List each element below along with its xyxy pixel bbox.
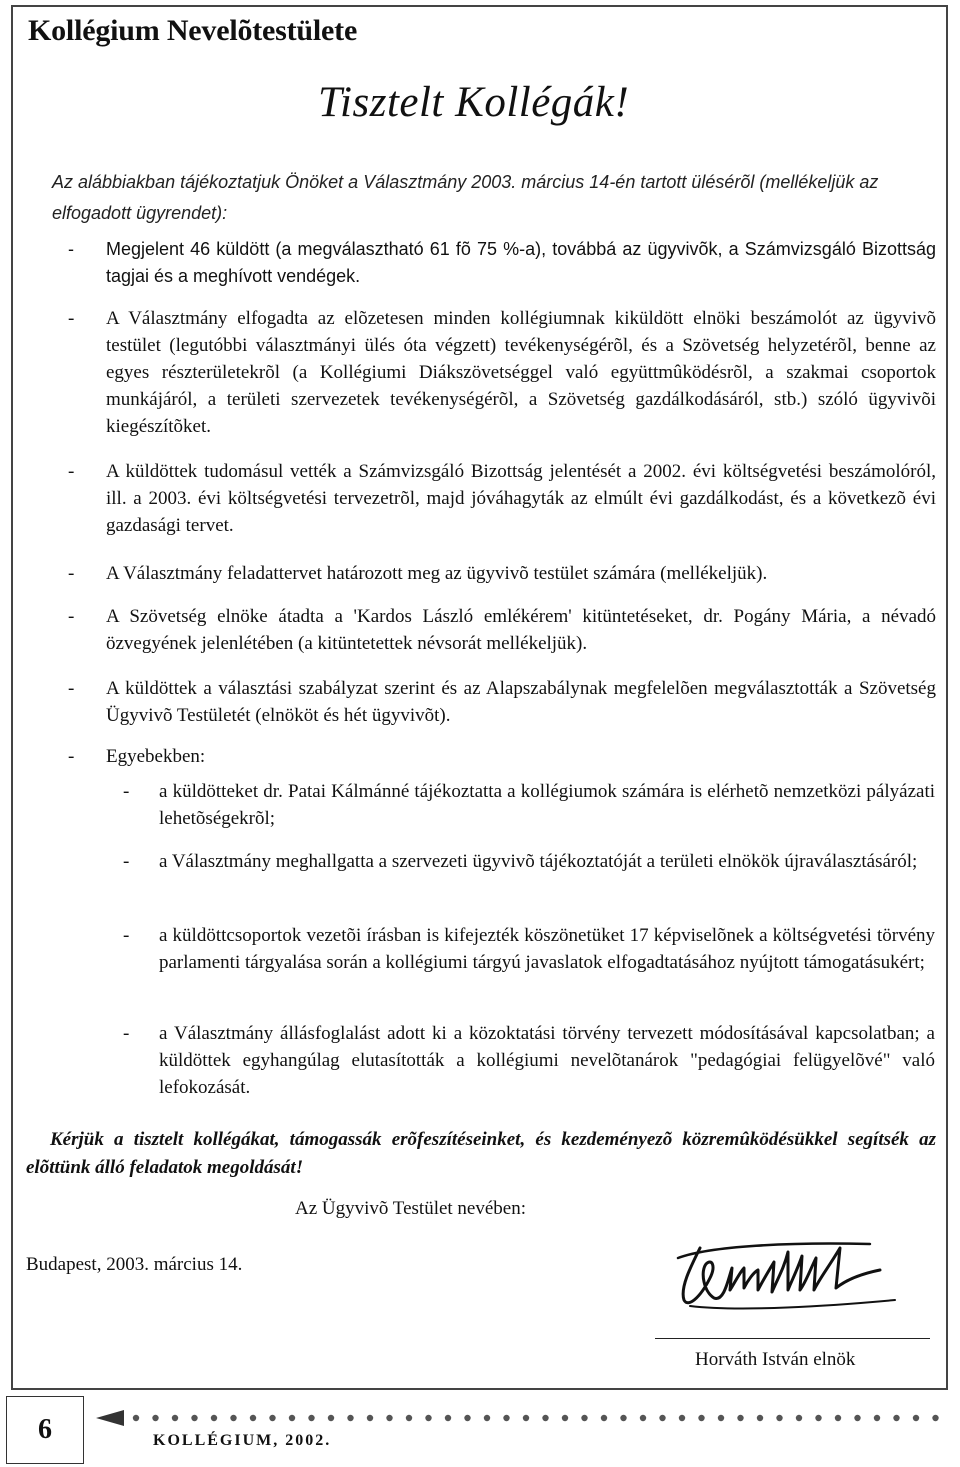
- list-dash: -: [68, 461, 75, 482]
- footer-dot: [503, 1415, 509, 1421]
- sub-list-item-text: a küldötteket dr. Patai Kálmánné tájékoztatta a kollégiumok számára is elérhetõ nemzetközi pályázati lehetõségekrõl;: [159, 781, 935, 829]
- list-dash: -: [123, 851, 130, 872]
- list-item-text: A Választmány elfogadta az elõzetesen minden kollégiumnak kiküldött elnöki beszámolót az ügyvivõ testület (legutóbbi választmányi ülés óta végzett) tevékenységérõl, és a Szövetség helyzetérõl, benne az egyes részterületekrõl (a Kollégiumi Diákszövetséggel való együttmûködésrõl, a szakmai csoportok munkájáról, a területi szervezetek tevékenységérõl, a Szövetség gazdálkodásáról, stb.) szóló ügyvivõi kiegészítõket.: [106, 308, 936, 437]
- footer-dot: [250, 1415, 256, 1421]
- list-dash: -: [123, 925, 130, 946]
- footer-dot: [835, 1415, 841, 1421]
- list-item-text: A Választmány feladattervet határozott meg az ügyvivõ testület számára (mellékeljük).: [106, 563, 768, 584]
- closing-appeal: Kérjük a tisztelt kollégákat, támogassák erõfeszítéseinket, és kezdeményezõ közremûködésükkel segítsék az elõttünk álló feladatok megoldását!: [26, 1129, 936, 1178]
- footer-dot: [893, 1415, 899, 1421]
- intro-paragraph: Az alábbiakban tájékoztatjuk Önöket a Választmány 2003. március 14-én tartott ülésérõl (mellékeljük az elfogadott ügyrendet):: [52, 172, 879, 223]
- footer-dot: [445, 1415, 451, 1421]
- footer-dot: [776, 1415, 782, 1421]
- footer-dot: [464, 1415, 470, 1421]
- footer-dot: [269, 1415, 275, 1421]
- journal-title: KOLLÉGIUM, 2002.: [153, 1432, 332, 1449]
- sub-list-item-text: a Választmány állásfoglalást adott ki a közoktatási törvény tervezett módosításával kapcsolatban; a küldöttek egyhangúlag elutasították a kollégiumi nevelõtanárok "pedagógiai felügyelõvé" való lefokozását.: [159, 1023, 935, 1098]
- footer-dot: [328, 1415, 334, 1421]
- list-dash: -: [123, 781, 130, 802]
- footer-dot: [484, 1415, 490, 1421]
- list-item-text: A küldöttek tudomásul vették a Számvizsgáló Bizottság jelentését a 2002. évi költségvetési beszámolóról, ill. a 2003. évi költségvetési tervezetrõl, majd jóváhagyták az elmúlt évi gazdálkodást, és a következõ évi gazdasági tervet.: [106, 461, 936, 536]
- list-item-text: Egyebekben:: [106, 746, 206, 767]
- footer-dot: [854, 1415, 860, 1421]
- signer-name: Horváth István elnök: [695, 1349, 856, 1370]
- list-item: [68, 305, 936, 440]
- handwritten-signature: [670, 1228, 910, 1318]
- footer-dot: [601, 1415, 607, 1421]
- list-item-text: A Szövetség elnöke átadta a 'Kardos László emlékérem' kitüntetéseket, dr. Pogány Mária, a névadó özvegyének jelenlétében (a kitüntetettek névsorát mellékeljük).: [106, 606, 936, 654]
- on-behalf-line: Az Ügyvivõ Testület nevében:: [295, 1198, 527, 1219]
- footer-dot: [523, 1415, 529, 1421]
- list-dash: -: [68, 563, 75, 584]
- list-item: [68, 458, 936, 539]
- footer-dot: [620, 1415, 626, 1421]
- page-number: 6: [6, 1396, 84, 1464]
- footer-dot: [562, 1415, 568, 1421]
- footer-dotted-arrow: [96, 1408, 956, 1428]
- footer-dot: [542, 1415, 548, 1421]
- list-item: [68, 236, 936, 290]
- signature-line: [655, 1338, 930, 1339]
- footer-dot: [913, 1415, 919, 1421]
- footer-dot: [386, 1415, 392, 1421]
- footer-dot: [133, 1415, 139, 1421]
- footer-dot: [718, 1415, 724, 1421]
- footer-dot: [932, 1415, 938, 1421]
- document-heading: Kollégium Nevelõtestülete: [28, 14, 358, 47]
- footer-dot: [172, 1415, 178, 1421]
- list-dash: -: [68, 746, 75, 767]
- footer-dot: [230, 1415, 236, 1421]
- footer-dot: [191, 1415, 197, 1421]
- sub-list-item: [123, 848, 935, 875]
- list-item: [68, 603, 936, 657]
- footer-dot: [815, 1415, 821, 1421]
- sub-list-item-text: a Választmány meghallgatta a szervezeti ügyvivõ tájékoztatóját a területi elnökök újraválasztásáról;: [159, 851, 918, 872]
- footer-dot: [289, 1415, 295, 1421]
- list-dash: -: [68, 308, 75, 329]
- list-item: [68, 743, 936, 770]
- footer-dot: [698, 1415, 704, 1421]
- list-item: [68, 675, 936, 729]
- footer-dot: [211, 1415, 217, 1421]
- list-dash: -: [68, 606, 75, 627]
- footer-dot: [406, 1415, 412, 1421]
- footer-dot: [679, 1415, 685, 1421]
- sub-list-item: [123, 1020, 935, 1101]
- footer-dot: [874, 1415, 880, 1421]
- list-item-text: A küldöttek a választási szabályzat szerint és az Alapszabálynak megfelelõen megválasztották a Szövetség Ügyvivõ Testületét (elnököt és hét ügyvivõt).: [106, 678, 936, 726]
- footer-dot: [737, 1415, 743, 1421]
- list-dash: -: [123, 1023, 130, 1044]
- footer-dot: [757, 1415, 763, 1421]
- footer-dot: [367, 1415, 373, 1421]
- footer-dot: [152, 1415, 158, 1421]
- list-item: [68, 560, 936, 587]
- sub-list-item: [123, 922, 935, 976]
- footer-dot: [659, 1415, 665, 1421]
- footer-dot: [581, 1415, 587, 1421]
- footer-dot: [425, 1415, 431, 1421]
- sub-list-item: [123, 778, 935, 832]
- footer-dot: [640, 1415, 646, 1421]
- footer-dot: [796, 1415, 802, 1421]
- footer-dot: [308, 1415, 314, 1421]
- list-dash: -: [68, 678, 75, 699]
- list-dash: -: [68, 239, 74, 259]
- sub-list-item-text: a küldöttcsoportok vezetõi írásban is kifejezték köszönetüket 17 képviselõnek a költségvetési törvény parlamenti tárgyalása során a kollégiumi tárgyú javaslatok elfogadtatásához nyújtott támogatásukért;: [159, 925, 935, 973]
- greeting: Tisztelt Kollégák!: [318, 79, 630, 126]
- list-item-text: Megjelent 46 küldött (a megválasztható 61 fõ 75 %-a), továbbá az ügyvivõk, a Számvizsgáló Bizottság tagjai és a meghívott vendégek.: [106, 239, 936, 286]
- place-and-date: Budapest, 2003. március 14.: [26, 1254, 243, 1275]
- footer-dot: [347, 1415, 353, 1421]
